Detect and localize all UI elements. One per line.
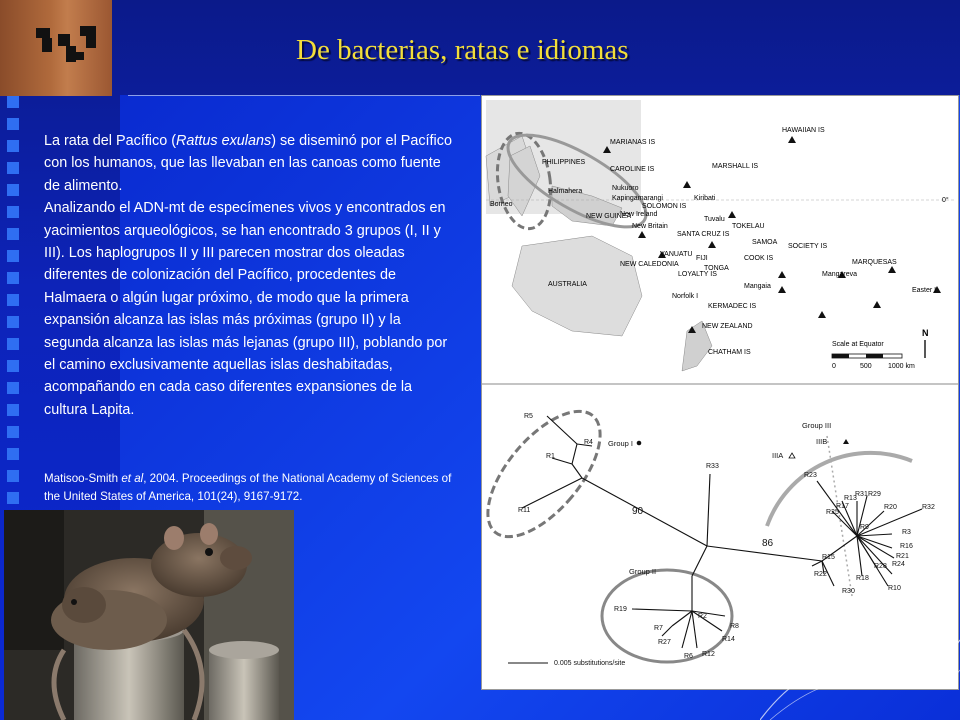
svg-text:R7: R7 [654,625,663,632]
pacific-map [486,100,954,382]
svg-text:R2: R2 [698,613,707,620]
svg-text:Kapingamarangi: Kapingamarangi [612,195,663,202]
svg-text:FIJI: FIJI [696,255,708,262]
svg-text:SANTA CRUZ IS: SANTA CRUZ IS [677,231,730,238]
rat-photo [4,510,294,720]
citation: Matisoo-Smith et al, 2004. Proceedings of the National Academy of Sciences of the United States of America, 101(24), 9167-9172. [44,472,452,503]
svg-text:TOKELAU: TOKELAU [732,223,765,230]
svg-text:R5: R5 [524,413,533,420]
title-divider [128,95,480,96]
svg-text:NEW CALEDONIA: NEW CALEDONIA [620,261,679,268]
svg-text:AUSTRALIA: AUSTRALIA [548,281,587,288]
svg-text:1000 km: 1000 km [888,363,915,370]
svg-text:CHATHAM IS: CHATHAM IS [708,349,751,356]
svg-text:R29: R29 [868,491,881,498]
svg-text:N: N [922,328,929,338]
svg-text:R25: R25 [826,509,839,516]
svg-text:SOCIETY IS: SOCIETY IS [788,243,828,250]
svg-text:Kiribati: Kiribati [694,195,716,202]
svg-text:Norfolk I: Norfolk I [672,293,699,300]
svg-text:Tuvalu: Tuvalu [704,216,725,223]
svg-text:Halmahera: Halmahera [548,188,583,195]
svg-text:R22: R22 [814,571,827,578]
svg-text:R10: R10 [888,585,901,592]
decorative-swirl [760,600,960,720]
svg-text:R24: R24 [892,561,905,568]
svg-text:R31: R31 [855,491,868,498]
svg-text:COOK IS: COOK IS [744,255,774,262]
svg-text:R33: R33 [706,463,719,470]
svg-text:New Britain: New Britain [632,223,668,230]
svg-text:HAWAIIAN IS: HAWAIIAN IS [782,127,825,134]
svg-text:R19: R19 [614,606,627,613]
svg-text:LOYALTY IS: LOYALTY IS [678,271,717,278]
paragraph-haplogroups: Analizando el ADN-mt de especímenes vivos y encontrados en yacimientos arqueológicos, se han encontrado 3 grupos (I, II y III). Los haplogrupos II y III parecen mostrar dos oleadas diferentes de colonización del Pacífico, procedentes de Halmaera o algún lugar próximo, de modo que la primera expansión alcanza las islas más próximas (grupo II) y la segunda alcanza las islas más lejanas (grupo III), poblando por el camino exclusivamente aquellas islas deshabitadas, acompañando en cada caso diferentes expansiones de la cultura Lapita. [44,200,448,418]
svg-text:Group III: Group III [802,421,832,430]
svg-text:0.005 substitutions/site: 0.005 substitutions/site [554,660,626,667]
svg-text:R3: R3 [902,529,911,536]
svg-text:R17: R17 [836,503,849,510]
svg-text:Nukuoro: Nukuoro [612,185,639,192]
svg-text:Mangareva: Mangareva [822,271,858,278]
svg-text:Mangaia: Mangaia [744,283,771,290]
svg-text:MARIANAS IS: MARIANAS IS [610,139,656,146]
svg-text:R15: R15 [822,554,835,561]
species-name: Rattus exulans [175,133,272,149]
svg-text:R16: R16 [900,543,913,550]
svg-text:R1: R1 [546,453,555,460]
svg-text:R13: R13 [844,495,857,502]
svg-text:R18: R18 [856,575,869,582]
svg-text:R28: R28 [874,563,887,570]
svg-text:Easter I: Easter I [912,287,937,294]
svg-text:NEW GUINEA: NEW GUINEA [586,213,632,220]
svg-text:SAMOA: SAMOA [752,239,778,246]
svg-text:86: 86 [762,538,774,549]
svg-text:R32: R32 [922,504,935,511]
page-title: De bacterias, ratas e idiomas [296,34,629,66]
svg-text:R8: R8 [730,623,739,630]
svg-text:IIIB: IIIB [816,437,828,446]
svg-text:0: 0 [832,363,836,370]
svg-text:VANUATU: VANUATU [660,251,693,258]
svg-text:MARQUESAS: MARQUESAS [852,259,897,266]
svg-text:TONGA: TONGA [704,265,729,272]
svg-text:R12: R12 [702,651,715,658]
svg-text:SOLOMON IS: SOLOMON IS [642,203,687,210]
decorative-squares [0,96,26,516]
svg-text:KERMADEC IS: KERMADEC IS [708,303,757,310]
svg-text:0°: 0° [942,197,949,204]
svg-text:R11: R11 [518,507,531,514]
body-text [44,130,456,421]
svg-text:R27: R27 [658,639,671,646]
svg-text:R20: R20 [884,504,897,511]
svg-text:New Ireland: New Ireland [620,211,658,218]
logo-icon [36,22,102,74]
svg-text:500: 500 [860,363,872,370]
svg-text:Scale at Equator: Scale at Equator [832,341,884,348]
svg-text:Group II: Group II [629,567,657,576]
svg-text:90: 90 [632,506,644,517]
svg-text:R6: R6 [684,653,693,660]
svg-text:NEW ZEALAND: NEW ZEALAND [702,323,753,330]
svg-text:R14: R14 [722,636,735,643]
svg-text:R23: R23 [804,472,817,479]
svg-text:Borneo: Borneo [490,201,513,208]
svg-text:IIIA: IIIA [772,451,784,460]
svg-text:MARSHALL IS: MARSHALL IS [712,163,759,170]
svg-text:R4: R4 [584,439,593,446]
svg-text:PHILIPPINES: PHILIPPINES [542,159,586,166]
svg-text:CAROLINE IS: CAROLINE IS [610,166,655,173]
paragraph-rat-dispersal: La rata del Pacífico (Rattus exulans) se diseminó por el Pacífico con los humanos, que las llevaban en las canoas como fuente de alimento. [44,133,452,194]
svg-text:R9: R9 [860,524,869,531]
svg-text:R30: R30 [842,588,855,595]
svg-text:Group I: Group I [608,439,634,448]
svg-text:R21: R21 [896,553,909,560]
logo [0,0,112,96]
